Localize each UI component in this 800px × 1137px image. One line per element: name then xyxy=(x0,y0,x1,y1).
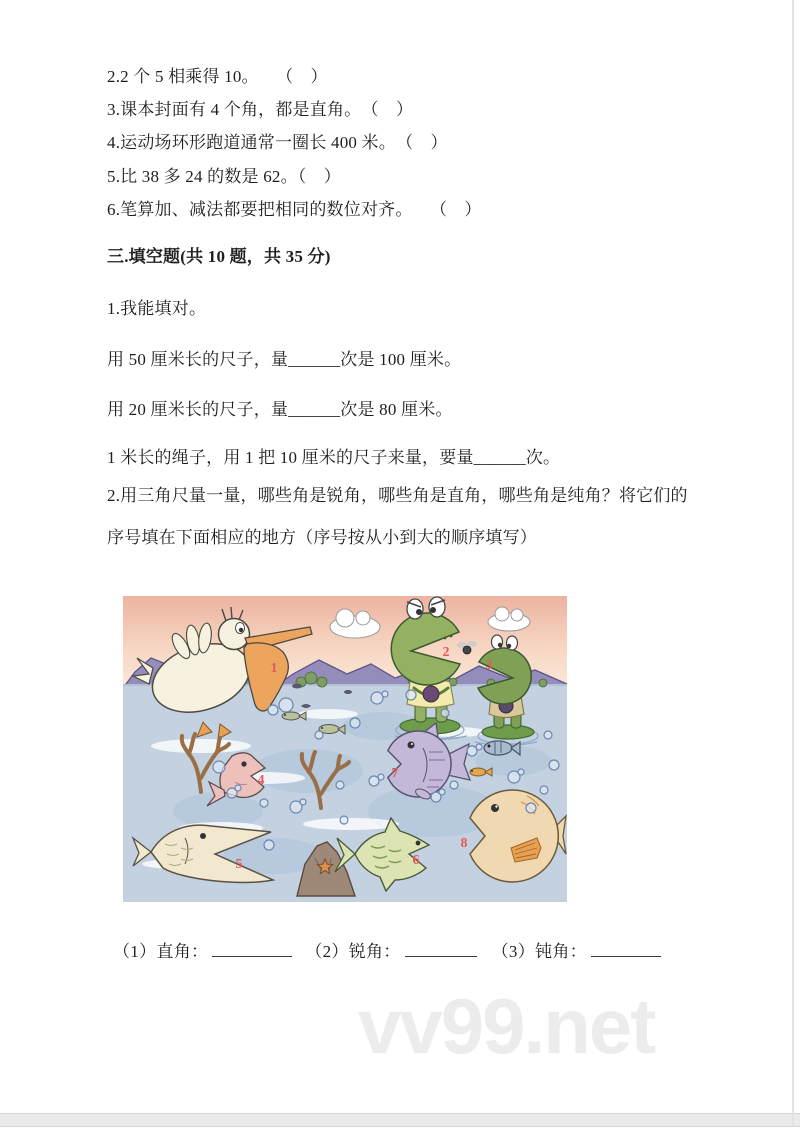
fill-q2-line-2: 序号填在下面相应的地方（序号按从小到大的顺序填写） xyxy=(107,528,537,547)
acute-angle-blank xyxy=(405,940,477,957)
section-header: 三.填空题(共 10 题，共 35 分) xyxy=(107,247,331,266)
angle-label-4: 4 xyxy=(257,773,265,788)
tf-question-2: 2.2 个 5 相乘得 10。 （ ） xyxy=(107,67,328,86)
angle-label-2: 2 xyxy=(442,645,450,660)
right-angle-label: （1）直角： xyxy=(113,942,209,961)
tf-question-3: 3.课本封面有 4 个角，都是直角。 （ ） xyxy=(107,100,414,119)
angle-label-5: 5 xyxy=(235,857,243,872)
fill-q1-line-c: 1 米长的绳子，用 1 把 10 厘米的尺子来量，要量______次。 xyxy=(107,448,561,467)
watermark: vv99.net xyxy=(358,982,655,1070)
fill-q1-intro: 1.我能填对。 xyxy=(107,299,207,318)
fill-q1-line-a: 用 50 厘米长的尺子，量______次是 100 厘米。 xyxy=(107,350,462,369)
pelican-head xyxy=(219,619,250,650)
tf-question-5: 5.比 38 多 24 的数是 62。（ ） xyxy=(107,167,341,186)
angle-label-7: 7 xyxy=(391,766,399,781)
angle-label-3: 3 xyxy=(485,658,493,673)
page-separator xyxy=(0,1113,800,1127)
tf-question-6: 6.笔算加、减法都要把相同的数位对齐。 （ ） xyxy=(107,200,482,219)
angle-label-1: 1 xyxy=(270,661,278,676)
angles-illustration xyxy=(123,596,567,902)
fill-q2-line-1: 2.用三角尺量一量，哪些角是锐角，哪些角是直角，哪些角是纯角？将它们的 xyxy=(107,486,688,505)
page-right-edge xyxy=(792,0,794,1126)
angle-label-8: 8 xyxy=(460,836,468,851)
obtuse-angle-blank xyxy=(591,940,661,957)
obtuse-angle-label: （3）钝角： xyxy=(491,942,587,961)
lily-pad-small xyxy=(482,725,534,739)
fill-q1-line-b: 用 20 厘米长的尺子，量______次是 80 厘米。 xyxy=(107,400,453,419)
acute-angle-label: （2）锐角： xyxy=(305,942,401,961)
angles-illustration-canvas xyxy=(123,596,567,902)
right-angle-blank xyxy=(212,940,292,957)
answer-line xyxy=(113,937,661,962)
tf-question-4: 4.运动场环形跑道通常一圈长 400 米。 （ ） xyxy=(107,133,448,152)
angle-label-6: 6 xyxy=(412,853,420,868)
